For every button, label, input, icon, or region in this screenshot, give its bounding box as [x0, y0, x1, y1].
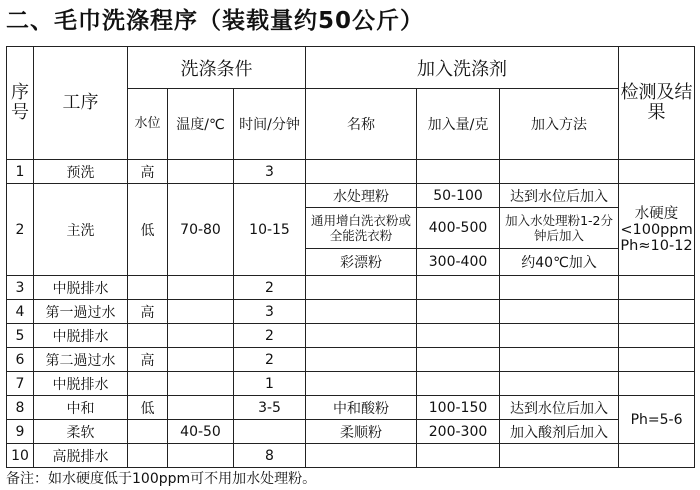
footnote: 备注：如水硬度低于100ppm可不用加水处理粉。: [6, 471, 317, 487]
time-cell: 1: [234, 372, 306, 396]
time-cell: [234, 420, 306, 444]
process-cell: 第二過过水: [34, 348, 128, 372]
result-cell: [619, 300, 695, 324]
table-row: [7, 160, 695, 184]
agent-name-cell: [306, 348, 417, 372]
agent-amount-cell: [417, 444, 500, 468]
result-cell: [619, 444, 695, 468]
water-level-cell: 高: [128, 160, 168, 184]
temperature-cell: 40-50: [168, 420, 234, 444]
header-name: 名称: [306, 89, 417, 160]
temperature-cell: [168, 300, 234, 324]
agent-name-cell: 水处理粉: [306, 184, 417, 208]
seq-cell: 4: [7, 300, 34, 324]
agent-amount-cell: [417, 300, 500, 324]
process-cell: 中脱排水: [34, 372, 128, 396]
table-row: [7, 444, 695, 468]
agent-method-cell: [500, 276, 619, 300]
result-cell: [619, 372, 695, 396]
table-row: [7, 348, 695, 372]
water-level-cell: 低: [128, 184, 168, 276]
time-cell: 2: [234, 276, 306, 300]
table-row: [7, 276, 695, 300]
agent-method-cell: [500, 324, 619, 348]
agent-method-cell: [500, 300, 619, 324]
temperature-cell: [168, 444, 234, 468]
time-cell: 8: [234, 444, 306, 468]
result-cell: [619, 324, 695, 348]
seq-cell: 3: [7, 276, 34, 300]
agent-method-cell: [500, 372, 619, 396]
result-cell: Ph=5-6: [619, 396, 695, 444]
seq-cell: 7: [7, 372, 34, 396]
water-level-cell: 高: [128, 300, 168, 324]
agent-name-cell: [306, 444, 417, 468]
water-level-cell: [128, 420, 168, 444]
agent-method-cell: [500, 348, 619, 372]
table-row: [7, 184, 695, 208]
water-level-cell: [128, 444, 168, 468]
header-process: 工序: [34, 47, 128, 160]
agent-method-cell: 约40℃加入: [500, 249, 619, 276]
table-row: [7, 396, 695, 420]
agent-amount-cell: 300-400: [417, 249, 500, 276]
agent-name-cell: [306, 324, 417, 348]
header-water-level: 水位: [128, 89, 168, 160]
seq-cell: 9: [7, 420, 34, 444]
agent-amount-cell: [417, 276, 500, 300]
process-cell: 中脱排水: [34, 276, 128, 300]
table-row: [7, 372, 695, 396]
seq-cell: 2: [7, 184, 34, 276]
agent-method-cell: 加入酸剂后加入: [500, 420, 619, 444]
agent-amount-cell: 400-500: [417, 208, 500, 249]
temperature-cell: [168, 276, 234, 300]
process-cell: 主洗: [34, 184, 128, 276]
header-add-detergent: 加入洗涤剂: [306, 47, 619, 89]
seq-cell: 8: [7, 396, 34, 420]
time-cell: 10-15: [234, 184, 306, 276]
temperature-cell: [168, 160, 234, 184]
agent-name-cell: [306, 276, 417, 300]
table-row: [7, 324, 695, 348]
agent-name-cell: [306, 372, 417, 396]
header-time: 时间/分钟: [234, 89, 306, 160]
table-row: [7, 420, 695, 444]
agent-amount-cell: 100-150: [417, 396, 500, 420]
process-cell: 中脱排水: [34, 324, 128, 348]
header-amount: 加入量/克: [417, 89, 500, 160]
header-wash-conditions: 洗涤条件: [128, 47, 306, 89]
agent-name-cell: 通用增白洗衣粉或全能洗衣粉: [306, 208, 417, 249]
page-title: 二、毛巾洗涤程序（装载量约50公斤）: [6, 8, 425, 34]
agent-amount-cell: 200-300: [417, 420, 500, 444]
process-cell: 高脱排水: [34, 444, 128, 468]
process-cell: 中和: [34, 396, 128, 420]
header-seq: 序号: [7, 47, 34, 160]
time-cell: 3-5: [234, 396, 306, 420]
water-level-cell: [128, 372, 168, 396]
result-cell: 水硬度<100ppm Ph≈10-12: [619, 184, 695, 276]
agent-name-cell: 柔顺粉: [306, 420, 417, 444]
water-level-cell: 高: [128, 348, 168, 372]
temperature-cell: [168, 324, 234, 348]
agent-amount-cell: [417, 160, 500, 184]
temperature-cell: [168, 348, 234, 372]
temperature-cell: 70-80: [168, 184, 234, 276]
table-row: [7, 300, 695, 324]
seq-cell: 5: [7, 324, 34, 348]
agent-method-cell: 达到水位后加入: [500, 184, 619, 208]
header-result: 检测及结果: [619, 47, 695, 160]
process-cell: 第一過过水: [34, 300, 128, 324]
temperature-cell: [168, 372, 234, 396]
time-cell: 2: [234, 324, 306, 348]
agent-method-cell: 达到水位后加入: [500, 396, 619, 420]
agent-amount-cell: 50-100: [417, 184, 500, 208]
time-cell: 3: [234, 160, 306, 184]
washing-procedure-table: [6, 46, 695, 468]
temperature-cell: [168, 396, 234, 420]
result-cell: [619, 160, 695, 184]
agent-method-cell: [500, 444, 619, 468]
agent-amount-cell: [417, 324, 500, 348]
process-cell: 柔软: [34, 420, 128, 444]
header-temperature: 温度/℃: [168, 89, 234, 160]
result-cell: [619, 348, 695, 372]
time-cell: 2: [234, 348, 306, 372]
seq-cell: 10: [7, 444, 34, 468]
agent-name-cell: 中和酸粉: [306, 396, 417, 420]
agent-method-cell: [500, 160, 619, 184]
agent-name-cell: [306, 300, 417, 324]
water-level-cell: [128, 276, 168, 300]
header-method: 加入方法: [500, 89, 619, 160]
agent-method-cell: 加入水处理粉1-2分钟后加入: [500, 208, 619, 249]
time-cell: 3: [234, 300, 306, 324]
water-level-cell: [128, 324, 168, 348]
agent-name-cell: 彩漂粉: [306, 249, 417, 276]
agent-amount-cell: [417, 372, 500, 396]
process-cell: 预洗: [34, 160, 128, 184]
seq-cell: 6: [7, 348, 34, 372]
agent-amount-cell: [417, 348, 500, 372]
seq-cell: 1: [7, 160, 34, 184]
agent-name-cell: [306, 160, 417, 184]
result-cell: [619, 276, 695, 300]
water-level-cell: 低: [128, 396, 168, 420]
